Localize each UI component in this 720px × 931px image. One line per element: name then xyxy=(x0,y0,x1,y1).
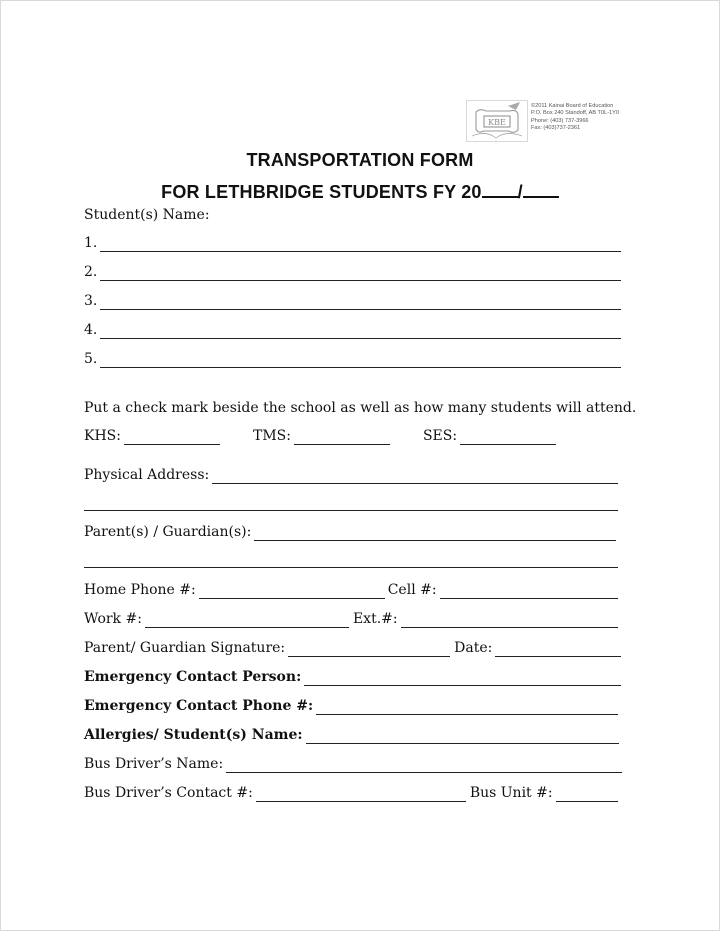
physical-address-label: Physical Address: xyxy=(84,467,210,483)
form-title: TRANSPORTATION FORM xyxy=(246,150,474,170)
emergency-person-field[interactable] xyxy=(304,672,621,686)
allergies-field[interactable] xyxy=(306,730,619,744)
bus-unit-field[interactable] xyxy=(556,788,618,802)
student-number: 1. xyxy=(84,235,98,251)
student-row xyxy=(84,293,621,310)
school-ses-field[interactable] xyxy=(460,431,556,445)
student-name-field[interactable] xyxy=(100,296,621,310)
signature-label: Parent/ Guardian Signature: xyxy=(84,640,286,656)
ext-field[interactable] xyxy=(401,614,618,628)
student-name-field[interactable] xyxy=(100,354,621,368)
parents-field[interactable] xyxy=(254,527,616,541)
home-phone-label: Home Phone #: xyxy=(84,582,196,598)
driver-contact-label: Bus Driver’s Contact #: xyxy=(84,785,253,801)
signature-row xyxy=(84,640,621,657)
physical-address-line-2[interactable] xyxy=(84,510,618,511)
svg-text:KBE: KBE xyxy=(488,118,506,127)
org-line: P.O. Box 240 Standoff, AB T0L-1Y0 xyxy=(531,110,620,117)
school-khs-label: KHS: xyxy=(84,428,121,444)
school-tms-field[interactable] xyxy=(294,431,390,445)
fy-separator: / xyxy=(517,182,523,202)
fy-end-blank[interactable] xyxy=(523,182,559,198)
emergency-phone-label: Emergency Contact Phone #: xyxy=(84,698,314,714)
students-label: Student(s) Name: xyxy=(84,207,210,223)
student-name-field[interactable] xyxy=(100,267,621,281)
driver-contact-field[interactable] xyxy=(256,788,466,802)
bus-unit-label: Bus Unit #: xyxy=(469,785,553,801)
work-row xyxy=(84,611,618,628)
work-field[interactable] xyxy=(145,614,349,628)
home-phone-field[interactable] xyxy=(199,585,385,599)
driver-name-label: Bus Driver’s Name: xyxy=(84,756,224,772)
parents-line-2[interactable] xyxy=(84,567,618,568)
form-subtitle-text: FOR LETHBRIDGE STUDENTS FY 20 xyxy=(161,182,482,202)
driver-name-row xyxy=(84,756,622,773)
driver-name-field[interactable] xyxy=(226,759,622,773)
org-line: Fax: (403)737-2361 xyxy=(531,125,581,132)
schools-row xyxy=(84,428,545,445)
student-row xyxy=(84,351,621,368)
school-ses-label: SES: xyxy=(422,428,458,444)
work-label: Work #: xyxy=(84,611,142,627)
physical-address-field[interactable] xyxy=(212,470,618,484)
org-line: Phone: (403) 737-3966 xyxy=(531,117,589,124)
physical-address-row xyxy=(84,467,618,484)
emergency-phone-field[interactable] xyxy=(316,701,618,715)
date-label: Date: xyxy=(454,640,493,656)
instruction-text: Put a check mark beside the school as well as how many students will attend. xyxy=(84,400,637,416)
student-row xyxy=(84,322,621,339)
student-name-field[interactable] xyxy=(100,238,621,252)
ext-label: Ext.#: xyxy=(352,611,398,627)
form-subtitle xyxy=(0,182,720,203)
allergies-label: Allergies/ Student(s) Name: xyxy=(84,727,303,743)
org-line: ©2011 Kainai Board of Education xyxy=(531,103,614,109)
cell-label: Cell #: xyxy=(387,582,437,598)
cell-field[interactable] xyxy=(440,585,618,599)
fy-start-blank[interactable] xyxy=(482,182,518,198)
emergency-person-label: Emergency Contact Person: xyxy=(84,669,302,685)
home-phone-row xyxy=(84,582,618,599)
kbe-scroll-logo-icon xyxy=(466,100,528,142)
emergency-person-row xyxy=(84,669,621,686)
emergency-phone-row xyxy=(84,698,618,715)
allergies-row xyxy=(84,727,619,744)
date-field[interactable] xyxy=(495,643,621,657)
student-row xyxy=(84,264,621,281)
student-number: 2. xyxy=(84,264,98,280)
school-khs-field[interactable] xyxy=(124,431,220,445)
org-info xyxy=(531,103,619,133)
parents-row xyxy=(84,524,616,541)
parents-label: Parent(s) / Guardian(s): xyxy=(84,524,252,540)
student-number: 3. xyxy=(84,293,98,309)
driver-contact-row xyxy=(84,785,591,802)
school-tms-label: TMS: xyxy=(252,428,291,444)
signature-field[interactable] xyxy=(288,643,450,657)
student-number: 4. xyxy=(84,322,98,338)
student-row xyxy=(84,235,621,252)
student-name-field[interactable] xyxy=(100,325,621,339)
student-number: 5. xyxy=(84,351,98,367)
